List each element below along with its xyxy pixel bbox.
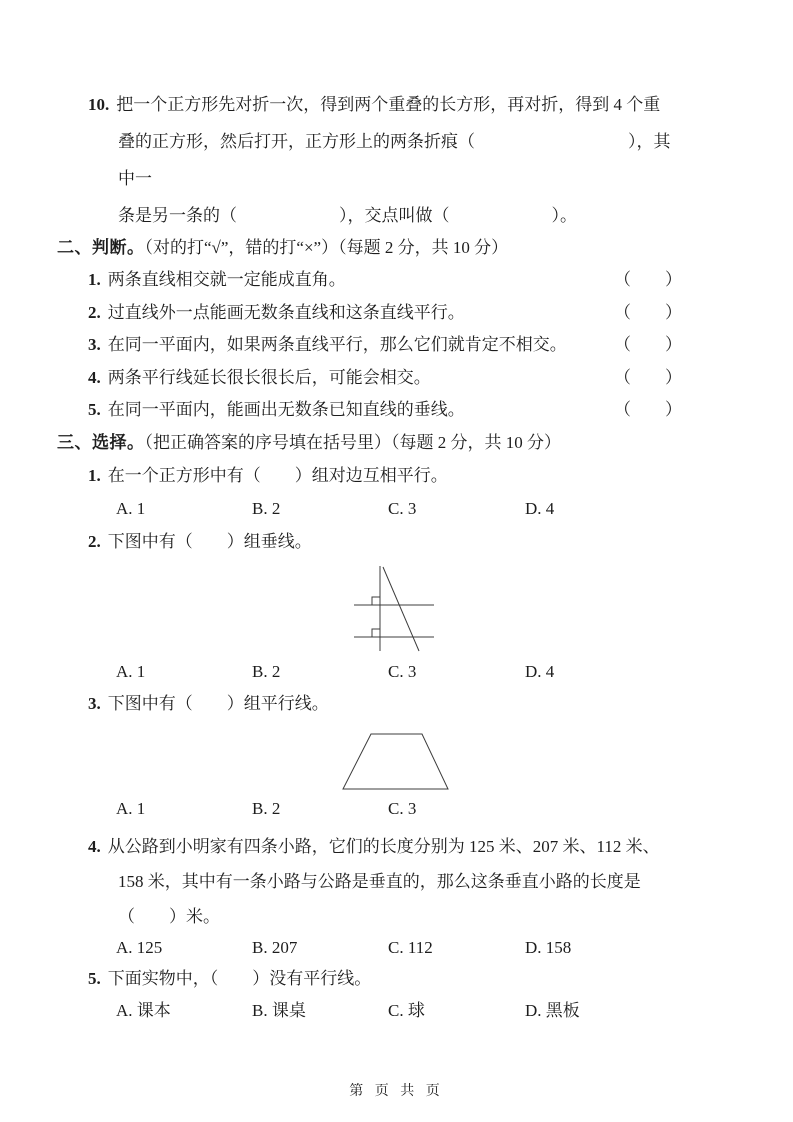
judge-item-3-text: 3. 在同一平面内，如果两条直线平行，那么它们就肯定不相交。 bbox=[88, 335, 567, 354]
question-10-line-1 bbox=[88, 86, 682, 123]
option-a: A. 1 bbox=[116, 798, 146, 818]
judge-item-5-answer-blank: （ ） bbox=[614, 400, 682, 419]
exam-content bbox=[57, 86, 682, 1026]
option-a: A. 125 bbox=[116, 937, 163, 957]
choice-item-4-line-1: 4. 从公路到小明家有四条小路，它们的长度分别为 125 米、207 米、112 米、 bbox=[88, 836, 660, 856]
option-b: B. 2 bbox=[252, 798, 281, 818]
option-a: A. 1 bbox=[116, 661, 146, 681]
choice-item-4-line-2: 158 米，其中有一条小路与公路是垂直的，那么这条垂直小路的长度是 bbox=[118, 871, 641, 891]
choice-item-4 bbox=[88, 829, 682, 934]
choice-item-2: 2. 下图中有（ ）组垂线。 bbox=[88, 531, 312, 551]
option-c: C. 3 bbox=[388, 498, 417, 518]
option-b: B. 2 bbox=[252, 498, 281, 518]
choice-item-5-options bbox=[116, 995, 682, 1026]
option-b: B. 207 bbox=[252, 937, 298, 957]
judge-item-2-text: 2. 过直线外一点能画无数条直线和这条直线平行。 bbox=[88, 302, 465, 322]
option-c: C. 3 bbox=[388, 798, 417, 818]
question-10-text: 把一个正方形先对折一次，得到两个重叠的长方形，再对折，得到 4 个重 bbox=[116, 95, 661, 114]
option-c: C. 3 bbox=[388, 661, 417, 681]
page-footer: 第 页 共 页 bbox=[349, 1084, 444, 1099]
option-d: D. 158 bbox=[525, 937, 572, 957]
question-10 bbox=[88, 86, 682, 234]
judge-item-3-answer-blank: （ ） bbox=[614, 335, 682, 354]
judge-item-4-answer-blank: （ ） bbox=[614, 367, 682, 387]
option-b: B. 课桌 bbox=[252, 1000, 306, 1020]
judge-item-1-text: 1. 两条直线相交就一定能成直角。 bbox=[88, 270, 346, 289]
option-c: C. 球 bbox=[388, 1000, 425, 1020]
choice-item-5: 5. 下面实物中，（ ）没有平行线。 bbox=[88, 968, 372, 988]
judge-item-5 bbox=[88, 394, 682, 427]
perpendicular-lines-figure bbox=[350, 560, 682, 656]
question-10-line-3: 条是另一条的（ ），交点叫做（ ）。 bbox=[118, 206, 577, 225]
choice-item-4-options bbox=[116, 934, 682, 962]
question-10-line-2: 叠的正方形，然后打开，正方形上的两条折痕（ ），其中一 bbox=[118, 132, 671, 188]
choice-item-2-text: 下图中有（ ）组垂线。 bbox=[107, 531, 312, 551]
choice-item-3-options bbox=[116, 793, 682, 825]
choice-item-3: 3. 下图中有（ ）组平行线。 bbox=[88, 693, 329, 713]
choice-item-4-line-3: （ ）米。 bbox=[118, 906, 220, 926]
option-c: C. 112 bbox=[388, 937, 433, 957]
choice-item-5-text: 下面实物中，（ ）没有平行线。 bbox=[107, 968, 372, 988]
section-judge-header bbox=[57, 232, 682, 264]
section-judge-title: 二、判断。 bbox=[57, 238, 145, 257]
option-a: A. 课本 bbox=[116, 1000, 171, 1020]
judge-item-3 bbox=[88, 329, 682, 362]
choice-item-1-options bbox=[116, 492, 682, 525]
judge-item-2 bbox=[88, 297, 682, 330]
choice-item-2-options bbox=[116, 656, 682, 687]
section-choice-header bbox=[57, 427, 682, 459]
judge-item-4 bbox=[88, 362, 682, 395]
judge-item-2-answer-blank: （ ） bbox=[614, 302, 682, 322]
judge-item-1-answer-blank: （ ） bbox=[614, 270, 682, 289]
option-d: D. 4 bbox=[525, 498, 555, 518]
judge-item-4-text: 4. 两条平行线延长很长很长后，可能会相交。 bbox=[88, 367, 431, 387]
option-d: D. 黑板 bbox=[525, 1000, 580, 1020]
option-d: D. 4 bbox=[525, 661, 555, 681]
choice-item-1: 1. 在一个正方形中有（ ）组对边互相平行。 bbox=[88, 465, 448, 485]
section-judge-instructions: （对的打“√”，错的打“×”）（每题 2 分，共 10 分） bbox=[144, 238, 509, 257]
judge-item-1 bbox=[88, 264, 682, 297]
option-b: B. 2 bbox=[252, 661, 281, 681]
choice-item-3-text: 下图中有（ ）组平行线。 bbox=[107, 693, 329, 713]
option-a: A. 1 bbox=[116, 498, 146, 518]
trapezoid-figure bbox=[337, 728, 682, 793]
choice-item-1-text: 在一个正方形中有（ ）组对边互相平行。 bbox=[107, 465, 448, 485]
section-choice-instructions: （把正确答案的序号填在括号里）（每题 2 分，共 10 分） bbox=[144, 432, 561, 452]
question-10-number: 10. bbox=[88, 95, 110, 114]
section-choice-title: 三、选择。 bbox=[57, 432, 145, 452]
judge-item-5-text: 5. 在同一平面内，能画出无数条已知直线的垂线。 bbox=[88, 400, 465, 419]
